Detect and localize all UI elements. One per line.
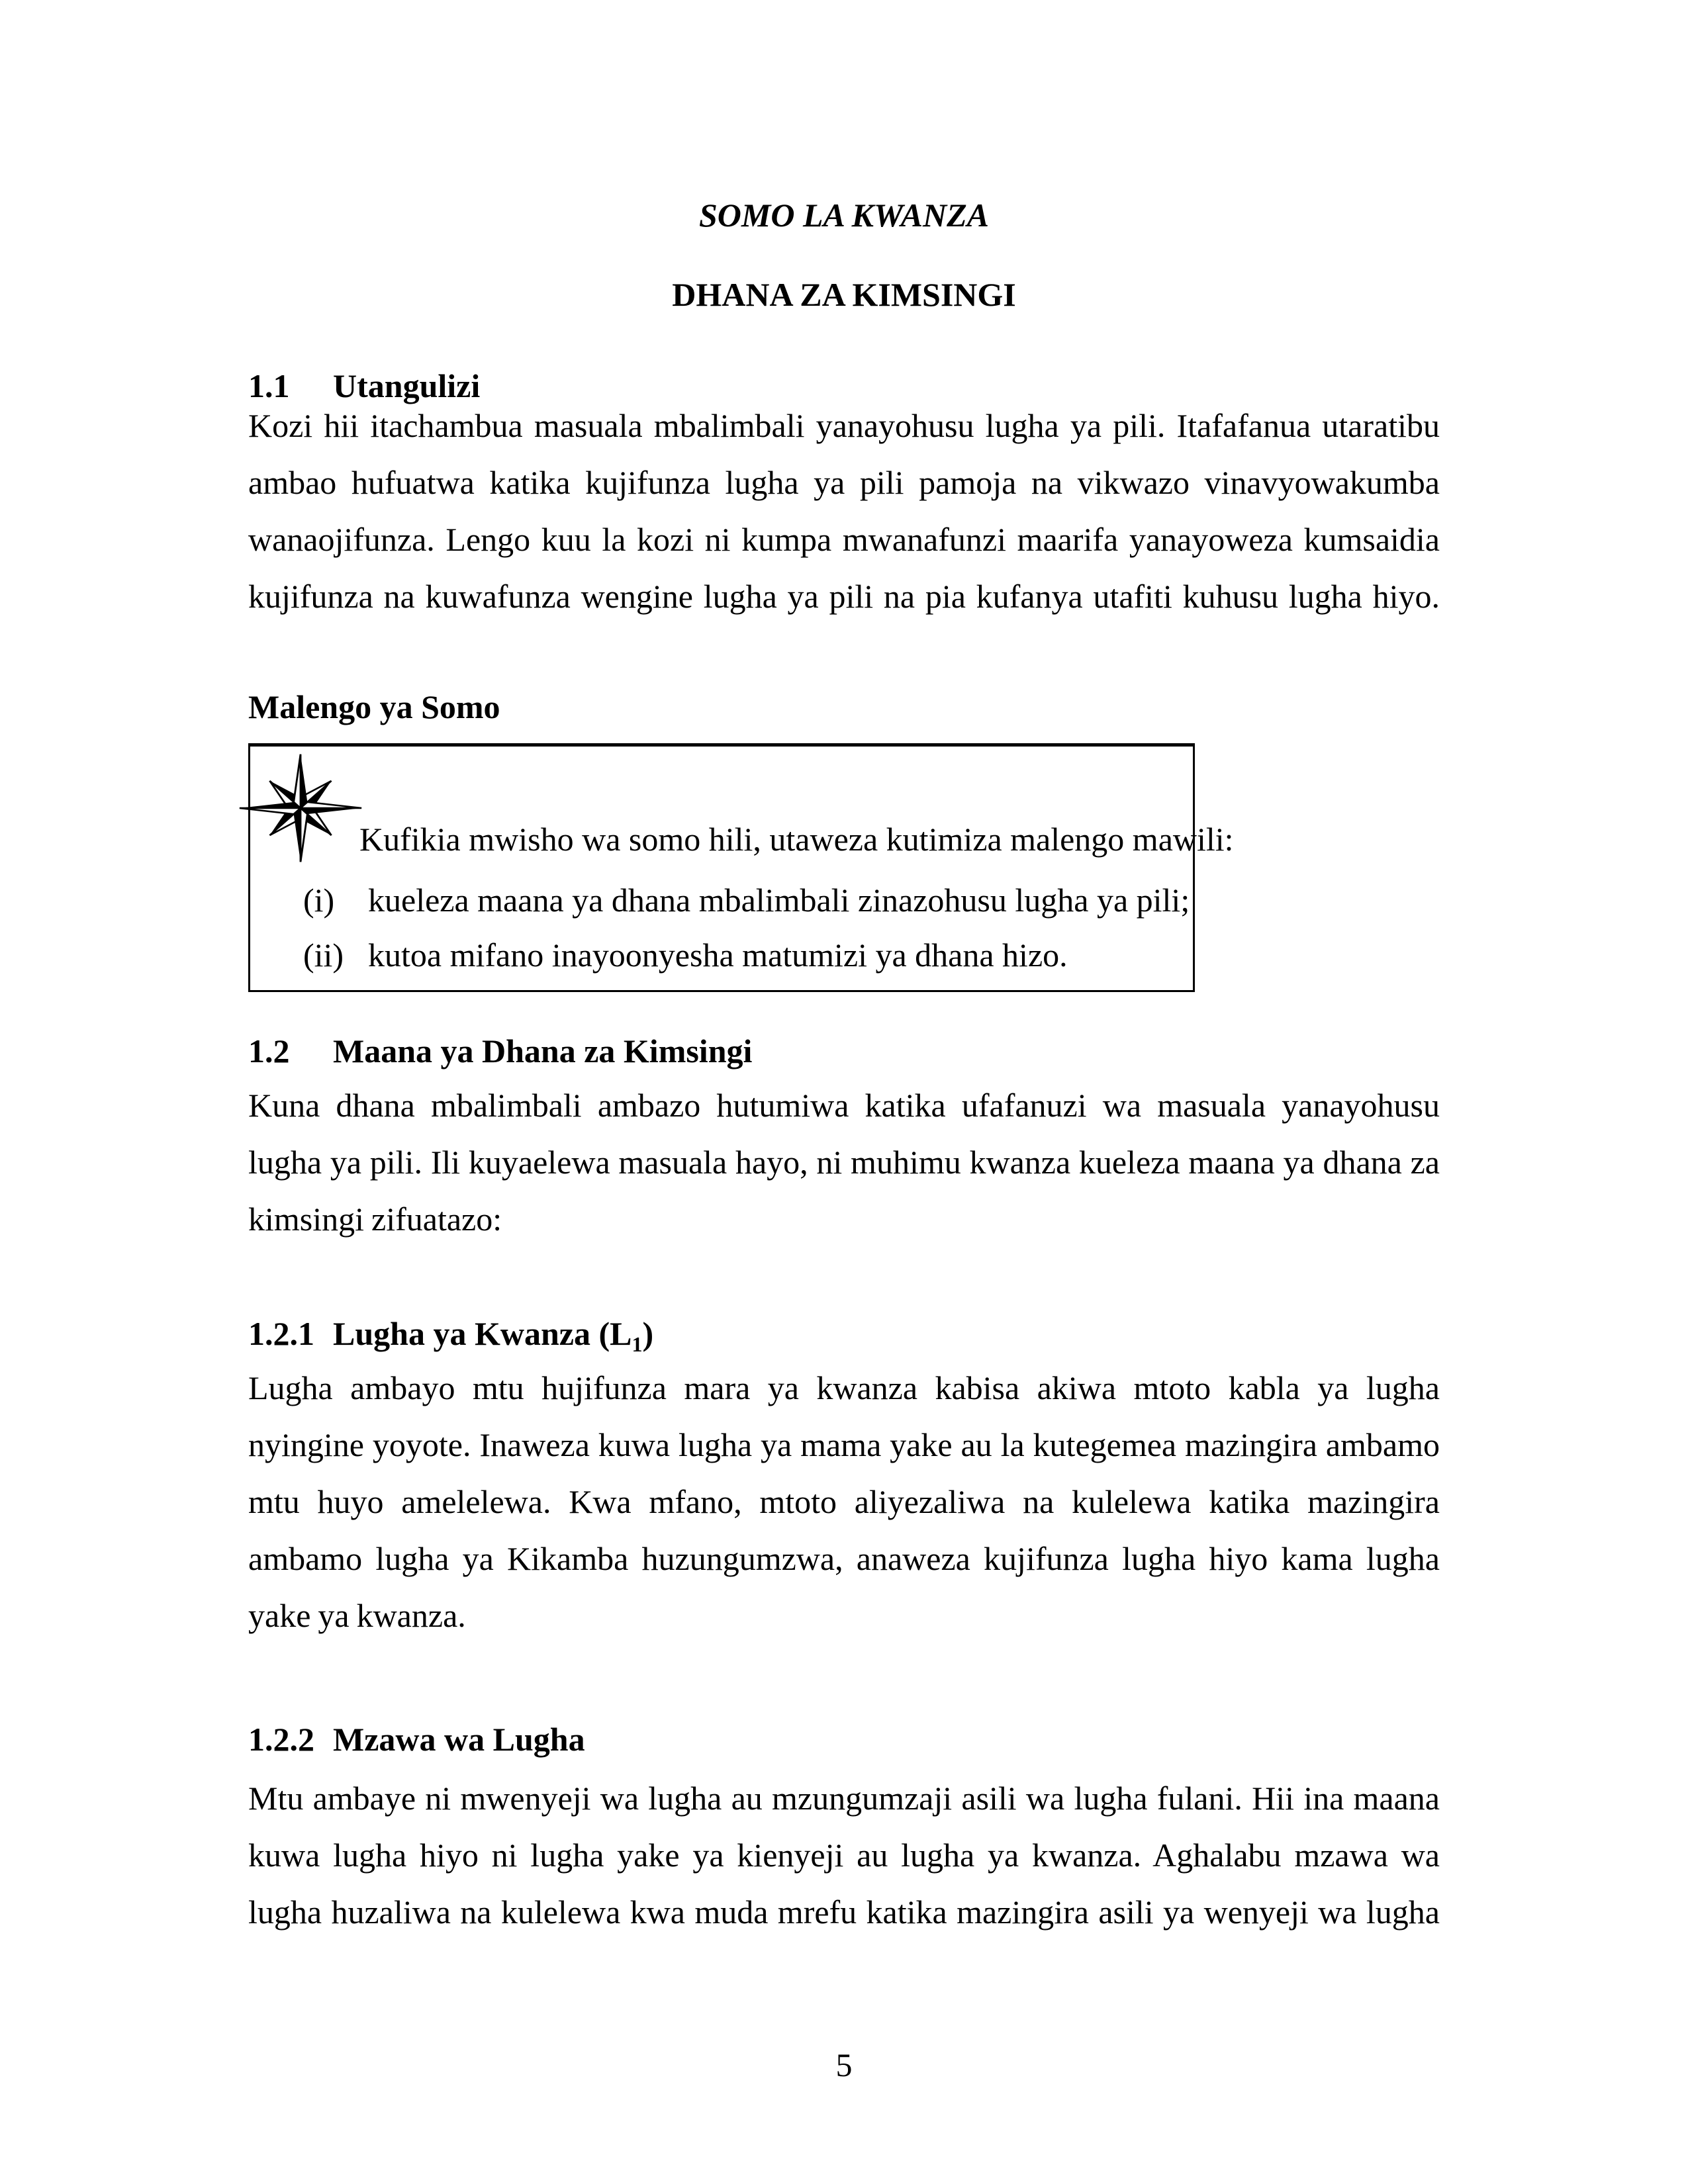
text-line: yake ya kwanza. [248, 1597, 466, 1634]
section-number: 1.2.2 [248, 1721, 314, 1758]
section-title: Lugha ya Kwanza $(L_1)$ [333, 1315, 654, 1356]
malengo-heading: Malengo ya Somo [248, 688, 500, 725]
section-heading-1-2-1 [248, 1305, 1440, 1362]
section-heading-1-2-2 [248, 1711, 1440, 1768]
paragraph-utangulizi [248, 397, 1440, 625]
item-marker: (ii) [303, 936, 344, 974]
item-text: kutoa mifano inayoonyesha matumizi ya dhana hizo. [368, 936, 1068, 974]
text-line: wanaojifunza. Lengo kuu la kozi ni kumpa mwanafunzi maarifa yanayoweza kumsaidia [248, 521, 1440, 558]
section-number: 1.1 [248, 367, 290, 404]
section-number: 1.2 [248, 1032, 290, 1069]
paragraph-mzawa [248, 1770, 1440, 1940]
lesson-title: SOMO LA KWANZA [698, 197, 990, 234]
objectives-intro: Kufikia mwisho wa somo hili, utaweza kutimiza malengo mawili: [359, 821, 1234, 858]
section-title: Mzawa wa Lugha [333, 1721, 585, 1758]
section-title: Utangulizi [333, 367, 481, 404]
text-line: lugha ya pili. Ili kuyaelewa masuala hayo, ni muhimu kwanza kueleza maana ya dhana za [248, 1144, 1440, 1181]
page-number: 5 [835, 2046, 853, 2083]
text-line: ambamo lugha ya Kikamba huzungumzwa, anaweza kujifunza lugha hiyo kama lugha [248, 1540, 1440, 1577]
paragraph-lugha-ya-kwanza [248, 1359, 1440, 1644]
text-line: mtu huyo amelelewa. Kwa mfano, mtoto aliyezaliwa na kulelewa katika mazingira [248, 1483, 1440, 1520]
item-marker: (i) [303, 882, 335, 919]
item-text: kueleza maana ya dhana mbalimbali zinazohusu lugha ya pili; [368, 882, 1190, 919]
text-line: Kozi hii itachambua masuala mbalimbali yanayohusu lugha ya pili. Itafafanua utaratibu [248, 407, 1440, 444]
objective-item [303, 927, 1068, 983]
paragraph-maana [248, 1077, 1440, 1248]
text-line: Kuna dhana mbalimbali ambazo hutumiwa katika ufafanuzi wa masuala yanayohusu [248, 1087, 1440, 1124]
text-line: kimsingi zifuatazo: [248, 1201, 502, 1238]
text-line: nyingine yoyote. Inaweza kuwa lugha ya mama yake au la kutegemea mazingira ambamo [248, 1426, 1440, 1463]
text-line: kuwa lugha hiyo ni lugha yake ya kienyeji au lugha ya kwanza. Aghalabu mzawa wa [248, 1837, 1440, 1874]
text-line: Lugha ambayo mtu hujifunza mara ya kwanza kabisa akiwa mtoto kabla ya lugha [248, 1369, 1440, 1406]
text-line: kujifunza na kuwafunza wengine lugha ya pili na pia kufanya utafiti kuhusu lugha hiyo. [248, 578, 1440, 615]
section-number: 1.2.1 [248, 1315, 314, 1352]
page-heading: DHANA ZA KIMSINGI [672, 276, 1016, 313]
compass-rose-icon [238, 753, 363, 863]
objective-item [303, 872, 1190, 929]
subscript-1: 1 [632, 1332, 643, 1356]
section-title: Maana ya Dhana za Kimsingi [333, 1032, 753, 1069]
text-line: ambao hufuatwa katika kujifunza lugha ya pili pamoja na vikwazo vinavyowakumba [248, 464, 1440, 501]
section-heading-1-2 [248, 1023, 1440, 1079]
text-line: Mtu ambaye ni mwenyeji wa lugha au mzungumzaji asili wa lugha fulani. Hii ina maana [248, 1780, 1440, 1817]
objectives-box [248, 743, 1234, 992]
text-line: lugha huzaliwa na kulelewa kwa muda mrefu katika mazingira asili ya wenyeji wa lugha [248, 1893, 1440, 1931]
